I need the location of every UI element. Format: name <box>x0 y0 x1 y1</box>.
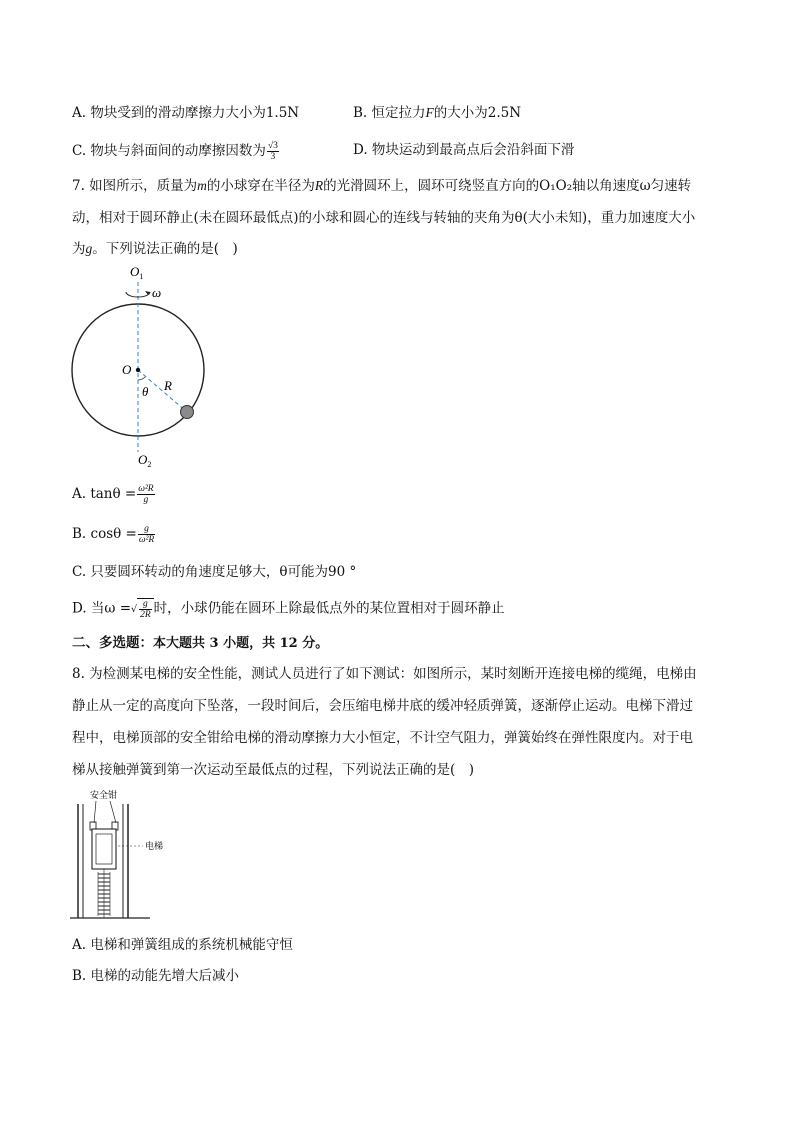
q8-option-b: B. 电梯的动能先增大后减小 <box>72 968 240 984</box>
q7-stem-line3 <box>72 240 238 258</box>
ball <box>181 406 194 419</box>
q7-stem-text: 为 <box>72 241 86 257</box>
q7-option-d-num: g <box>139 599 152 610</box>
q6-option-c-den: 3 <box>270 152 276 162</box>
q7-option-a-prefix: A. tanθ = <box>72 486 137 502</box>
center-point <box>136 368 140 372</box>
q7-option-d-sqrt: √ $\frac{g}{2R}$ <box>131 598 154 620</box>
q7-ring-figure <box>66 260 216 472</box>
q8-stem-line4: 梯从接触弹簧到第一次运动至最低点的过程，下列说法正确的是( ) <box>72 762 475 778</box>
label-theta: θ <box>142 384 149 399</box>
section2-title-main: 二、多选题： <box>72 635 153 651</box>
q7-option-d-prefix: D. 当ω = <box>72 600 132 617</box>
q7-stem-text: 7. 如图所示，质量为 <box>72 178 198 194</box>
clamp-pointer-left <box>94 801 96 823</box>
q7-option-a <box>72 484 156 505</box>
q6-option-c-num: √3 <box>267 141 278 151</box>
label-omega: ω <box>152 285 162 300</box>
q7-option-d-den: 2R <box>140 610 151 620</box>
q7-option-a-fraction <box>137 484 154 505</box>
label-o1: $O_1$ <box>130 264 144 281</box>
label-o2: $O_2$ <box>138 452 152 469</box>
q7-option-b-fraction <box>138 524 155 545</box>
q7-option-b <box>72 524 156 545</box>
q6-option-c-prefix: C. 物块与斜面间的动摩擦因数为 <box>72 143 266 159</box>
section2-title-info: 本大题共 3 小题，共 12 分。 <box>153 636 329 651</box>
q7-var-r: R <box>314 178 324 193</box>
q8-elevator-figure <box>68 786 188 924</box>
label-o: O <box>122 362 132 377</box>
q6-option-d: D. 物块运动到最高点后会沿斜面下滑 <box>353 142 575 158</box>
q7-option-c: C. 只要圆环转动的角速度足够大，θ可能为90 ° <box>72 564 357 580</box>
q8-stem-line1: 8. 为检测某电梯的安全性能，测试人员进行了如下测试：如图所示，某时刻断开连接电梯的缆绳，电梯由 <box>72 666 697 682</box>
q7-option-d <box>72 598 505 620</box>
q7-stem-text: 的小球穿在半径为 <box>206 178 315 194</box>
label-safety-clamp: 安全钳 <box>90 790 118 800</box>
elevator-car <box>92 829 116 869</box>
section2-title <box>72 634 328 653</box>
q6-option-b-prefix: B. 恒定拉力 <box>353 105 426 121</box>
theta-arc <box>138 377 145 380</box>
q7-stem-text: 。下列说法正确的是( ) <box>92 241 238 257</box>
label-r: R <box>164 378 172 393</box>
label-elevator: 电梯 <box>145 841 164 851</box>
q7-option-d-suffix: 时，小球仍能在圆环上除最低点外的某位置相对于圆环静止 <box>153 600 505 617</box>
q8-stem-line3: 程中，电梯顶部的安全钳给电梯的滑动摩擦力大小恒定，不计空气阻力，弹簧始终在弹性限度内。对于电 <box>72 730 693 746</box>
q6-option-b <box>353 104 521 122</box>
q6-option-b-var: F <box>425 105 434 120</box>
q7-stem-text: 的光滑圆环上，圆环可绕竖直方向的O₁O₂轴以角速度ω匀速转 <box>323 178 692 194</box>
q7-stem-line1 <box>72 177 691 195</box>
q6-option-c-fraction <box>267 141 279 162</box>
q7-var-m: m <box>197 178 207 193</box>
q8-stem-line2: 静止从一定的高度向下坠落，一段时间后，会压缩电梯井底的缓冲轻质弹簧，逐渐停止运动。电梯下滑过 <box>72 698 693 714</box>
q6-option-a: A. 物块受到的滑动摩擦力大小为1.5N <box>72 105 300 121</box>
q7-option-b-prefix: B. cosθ = <box>72 526 137 542</box>
q7-var-g: g <box>85 241 93 256</box>
q7-stem-line2: 动，相对于圆环静止(未在圆环最低点)的小球和圆心的连线与转轴的夹角为θ(大小未知)，重力加速度大小 <box>72 210 696 226</box>
q7-option-a-den: g <box>143 495 149 505</box>
q7-option-b-den: ω²R <box>138 535 155 545</box>
q6-option-c <box>72 141 280 162</box>
q6-option-b-suffix: 的大小为2.5N <box>433 105 522 121</box>
clamp-pointer-right <box>110 801 116 823</box>
q7-option-a-num: ω²R <box>138 484 154 494</box>
q7-option-b-num: g <box>138 524 155 535</box>
q8-option-a: A. 电梯和弹簧组成的系统机械能守恒 <box>72 937 293 953</box>
